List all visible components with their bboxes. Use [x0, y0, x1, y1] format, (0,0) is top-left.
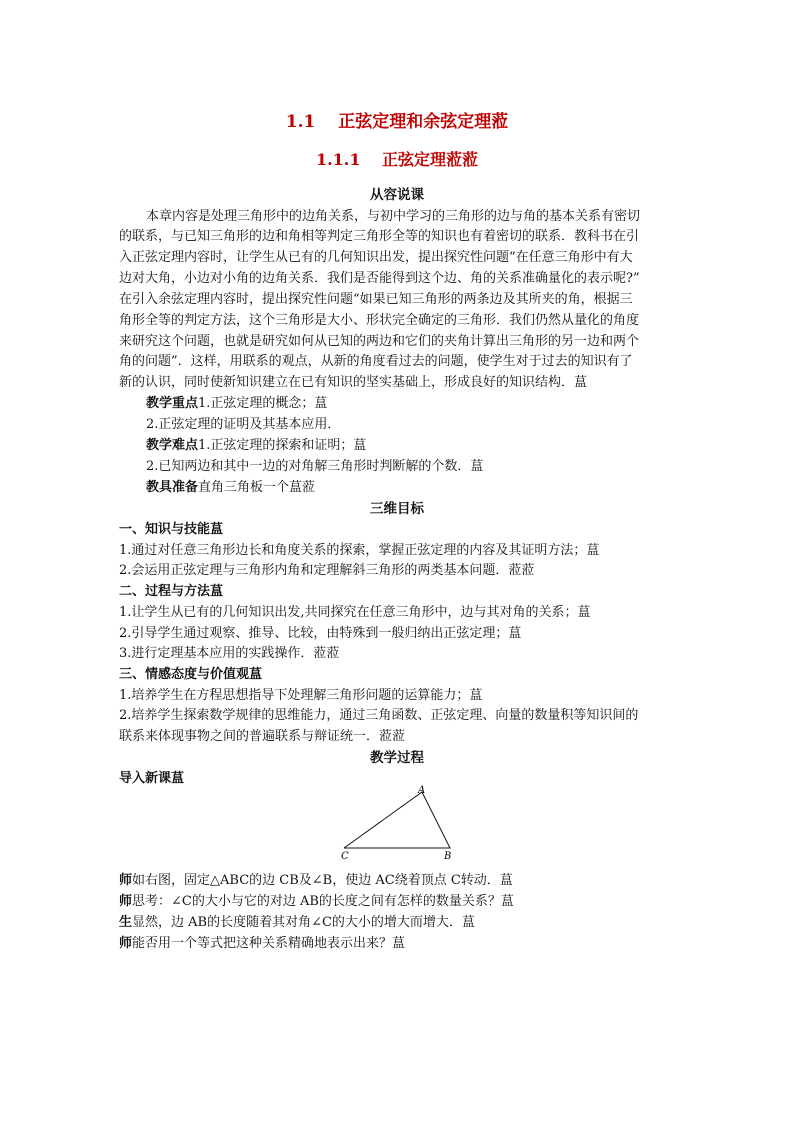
- goals-heading: 三维目标: [370, 501, 424, 517]
- dialogue-text: 思考：∠C的大小与它的对边 AB的长度之间有怎样的数量关系？蒀: [132, 894, 514, 909]
- speaker-label: 师: [119, 873, 133, 888]
- prep-text: 直角三角板一个蒀蒞: [198, 480, 316, 495]
- dialogue-text: 显然，边 AB的长度随着其对角∠C的大小的增大而增大．蒀: [132, 915, 475, 930]
- goal-item: 联系来体现事物之间的普遍联系与辩证统一．蒞蒞: [119, 729, 406, 744]
- difficulties-line-1: [146, 434, 366, 453]
- intro-line: 来研究这个问题，也就是研究如何从已知的两边和它们的夹角计算出三角形的另一边和两个: [119, 334, 640, 349]
- main-title: 1.1 正弦定理和余弦定理蒞: [285, 112, 509, 132]
- vertex-a-label: A: [418, 785, 426, 796]
- difficulties-item: 1.正弦定理的探索和证明；蒀: [198, 438, 367, 453]
- goal-item: 3.进行定理基本应用的实践操作．蒞蒞: [119, 646, 340, 661]
- intro-line: 角的问题”．这样，用联系的观点，从新的角度看过去的问题，使学生对于过去的知识有了: [119, 354, 633, 369]
- intro-line: 在引入余弦定理内容时，提出探究性问题“如果已知三角形的两条边及其所夹的角，根据三: [119, 292, 633, 307]
- intro-line: 新的认识，同时使新知识建立在已有知识的坚实基础上，形成良好的知识结构．蒀: [119, 375, 588, 390]
- key-points-label: 教学重点: [146, 396, 199, 411]
- dialogue-text: 如右图，固定△ABC的边 CB及∠B，使边 AC绕着顶点 C转动．蒀: [132, 873, 513, 888]
- dialogue-line: [119, 890, 514, 909]
- goal-item: 1.培养学生在方程思想指导下处理解三角形问题的运算能力；蒀: [119, 688, 483, 703]
- key-points-line-1: [146, 392, 327, 411]
- intro-line: 的联系，与已知三角形的边和角相等判定三角形全等的知识也有着密切的联系．教科书在引: [119, 229, 640, 244]
- speaker-label: 生: [119, 915, 133, 930]
- difficulties-label: 教学难点: [146, 438, 199, 453]
- goal-item: 1.让学生从已有的几何知识出发,共同探究在任意三角形中，边与其对角的关系；蒀: [119, 605, 591, 620]
- intro-lesson-label: 导入新课蒀: [119, 771, 185, 786]
- sub-title: 1.1.1 正弦定理蒞蒞: [315, 150, 479, 169]
- intro-line: 本章内容是处理三角形中的边角关系，与初中学习的三角形的边与角的基本关系有密切: [146, 209, 641, 224]
- vertex-c-label: C: [341, 851, 349, 862]
- dialogue-line: [119, 932, 405, 951]
- difficulties-item: 2.已知两边和其中一边的对角解三角形时判断解的个数．蒀: [146, 459, 484, 474]
- triangle-figure: [330, 783, 470, 863]
- triangle-abc: [344, 792, 450, 848]
- vertex-b-label: B: [444, 851, 452, 862]
- goal-heading: 二、过程与方法蒀: [119, 584, 224, 599]
- goal-heading: 三、情感态度与价值观蒀: [119, 667, 263, 682]
- dialogue-line: [119, 869, 513, 888]
- goal-item: 2.引导学生通过观察、推导、比较，由特殊到一般归纳出正弦定理；蒀: [119, 626, 522, 641]
- speaker-label: 师: [119, 894, 133, 909]
- prep-line: [146, 476, 315, 495]
- goal-heading: 一、知识与技能蒀: [119, 522, 224, 537]
- speaker-label: 师: [119, 936, 133, 951]
- dialogue-line: [119, 911, 475, 930]
- goal-item: 2.会运用正弦定理与三角形内角和定理解斜三角形的两类基本问题．蒞蒞: [119, 563, 535, 578]
- process-heading: 教学过程: [370, 750, 424, 766]
- intro-heading: 从容说课: [370, 187, 424, 203]
- prep-label: 教具准备: [146, 480, 199, 495]
- intro-line: 入正弦定理内容时，让学生从已有的几何知识出发，提出探究性问题“在任意三角形中有大: [119, 250, 633, 265]
- goal-item: 2.培养学生探索数学规律的思维能力，通过三角函数、正弦定理、向量的数量积等知识间的: [119, 708, 639, 723]
- key-points-item: 1.正弦定理的概念；蒀: [198, 396, 328, 411]
- dialogue-text: 能否用一个等式把这种关系精确地表示出来？蒀: [132, 936, 406, 951]
- goal-item: 1.通过对任意三角形边长和角度关系的探索，掌握正弦定理的内容及其证明方法；蒀: [119, 543, 600, 558]
- intro-line: 边对大角，小边对小角的边角关系．我们是否能得到这个边、角的关系准确量化的表示呢?”: [119, 271, 640, 286]
- intro-line: 角形全等的判定方法，这个三角形是大小、形状完全确定的三角形．我们仍然从量化的角度: [119, 313, 640, 328]
- key-points-item: 2.正弦定理的证明及其基本应用．: [146, 417, 341, 432]
